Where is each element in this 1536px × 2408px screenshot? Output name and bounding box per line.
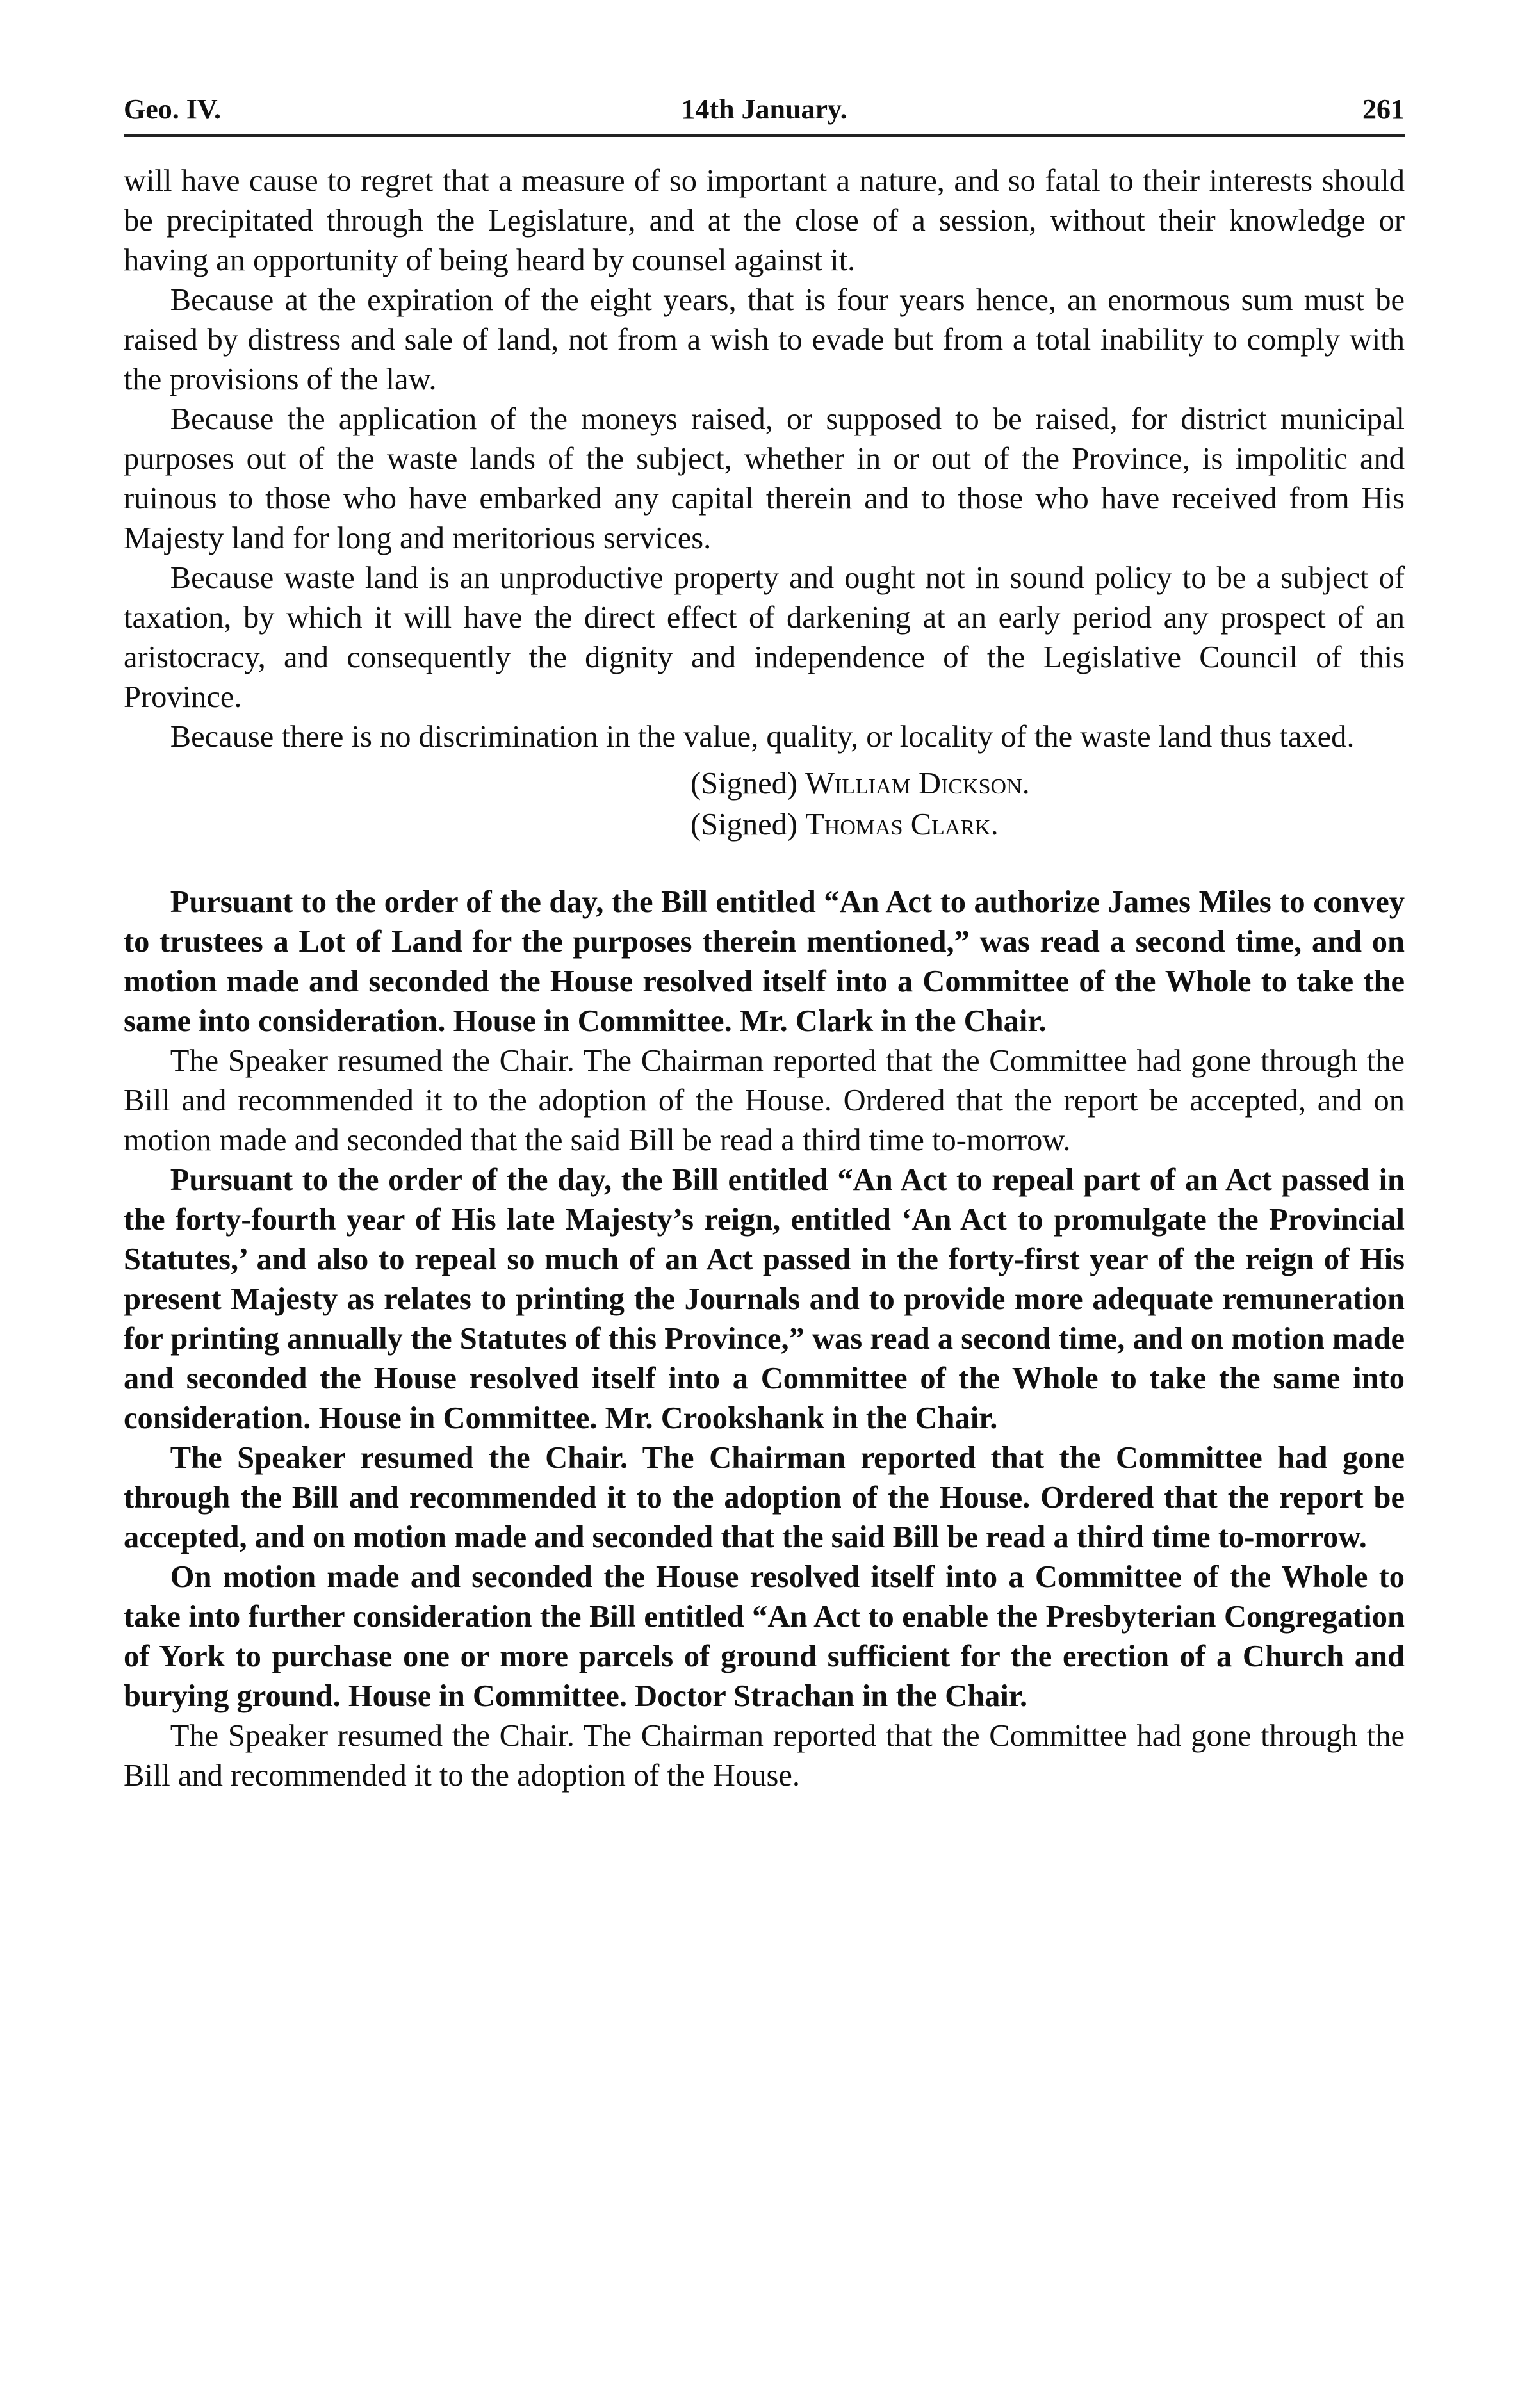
page-body	[124, 161, 1405, 1796]
protest-paragraph: Because there is no discrimination in the value, quality, or locality of the waste land thus taxed.	[170, 720, 1355, 754]
signature-block	[124, 763, 1405, 845]
header-reign: Geo. IV.	[124, 94, 221, 125]
signature-line	[690, 804, 1405, 845]
proceeding-paragraph: The Speaker resumed the Chair. The Chairman reported that the Committee had gone through the Bill and recommended it to the adoption of the House. Ordered that the report be accepted, and on motion made and seconded that the said Bill be read a third time to-morrow.	[124, 1441, 1405, 1554]
signatory-name: Thomas Clark.	[805, 808, 999, 842]
signature-line	[690, 763, 1405, 804]
running-header	[124, 90, 1405, 129]
signature-prefix: (Signed)	[690, 767, 798, 801]
protest-paragraph: Because at the expiration of the eight years, that is four years hence, an enormous sum must be raised by distress and sale of land, not from a wish to evade but from a total inability to comply with the provisions of the law.	[124, 283, 1405, 396]
proceeding-paragraph: Pursuant to the order of the day, the Bill entitled “An Act to authorize James Miles to convey to trustees a Lot of Land for the purposes therein mentioned,” was read a second time, and on motion made and seconded the House resolved itself into a Committee of the Whole to take the same into consideration. House in Committee. Mr. Clark in the Chair.	[124, 885, 1405, 1038]
protest-paragraph: Because the application of the moneys raised, or supposed to be raised, for district municipal purposes out of the waste lands of the subject, whether in or out of the Province, is impolitic and ruinous to those who have embarked any capital therein and to those who have received from His Majesty land for long and meritorious services.	[124, 402, 1405, 555]
page-number: 261	[1362, 94, 1405, 125]
signature-prefix: (Signed)	[690, 808, 798, 842]
proceeding-paragraph: On motion made and seconded the House resolved itself into a Committee of the Whole to take into further consideration the Bill entitled “An Act to enable the Presbyterian Congregation of York to purchase one or more parcels of ground sufficient for the erection of a Church and burying ground. House in Committee. Doctor Strachan in the Chair.	[124, 1560, 1405, 1713]
signatory-name: William Dickson.	[805, 767, 1030, 801]
header-date: 14th January.	[681, 94, 847, 125]
header-rule	[124, 134, 1405, 137]
proceeding-paragraph: The Speaker resumed the Chair. The Chairman reported that the Committee had gone through the Bill and recommended it to the adoption of the House.	[124, 1719, 1405, 1793]
proceeding-paragraph: The Speaker resumed the Chair. The Chairman reported that the Committee had gone through the Bill and recommended it to the adoption of the House. Ordered that the report be accepted, and on motion made and seconded that the said Bill be read a third time to-morrow.	[124, 1044, 1405, 1157]
journal-page	[124, 90, 1405, 1793]
proceeding-paragraph: Pursuant to the order of the day, the Bill entitled “An Act to repeal part of an Act passed in the forty-fourth year of His late Majesty’s reign, entitled ‘An Act to promulgate the Provincial Statutes,’ and also to repeal so much of an Act passed in the forty-first year of the reign of His present Majesty as relates to printing the Journals and to provide more adequate remuneration for printing annually the Statutes of this Province,” was read a second time, and on motion made and seconded the House resolved itself into a Committee of the Whole to take the same into consideration. House in Committee. Mr. Crookshank in the Chair.	[124, 1163, 1405, 1435]
protest-paragraph: will have cause to regret that a measure of so important a nature, and so fatal to their interests should be precipitated through the Legislature, and at the close of a session, without their knowledge or having an opportunity of being heard by counsel against it.	[124, 164, 1405, 277]
section-gap	[124, 845, 1405, 883]
protest-paragraph: Because waste land is an unproductive property and ought not in sound policy to be a subject of taxation, by which it will have the direct effect of darkening at an early period any prospect of an aristocracy, and consequently the dignity and independence of the Legislative Council of this Province.	[124, 561, 1405, 714]
